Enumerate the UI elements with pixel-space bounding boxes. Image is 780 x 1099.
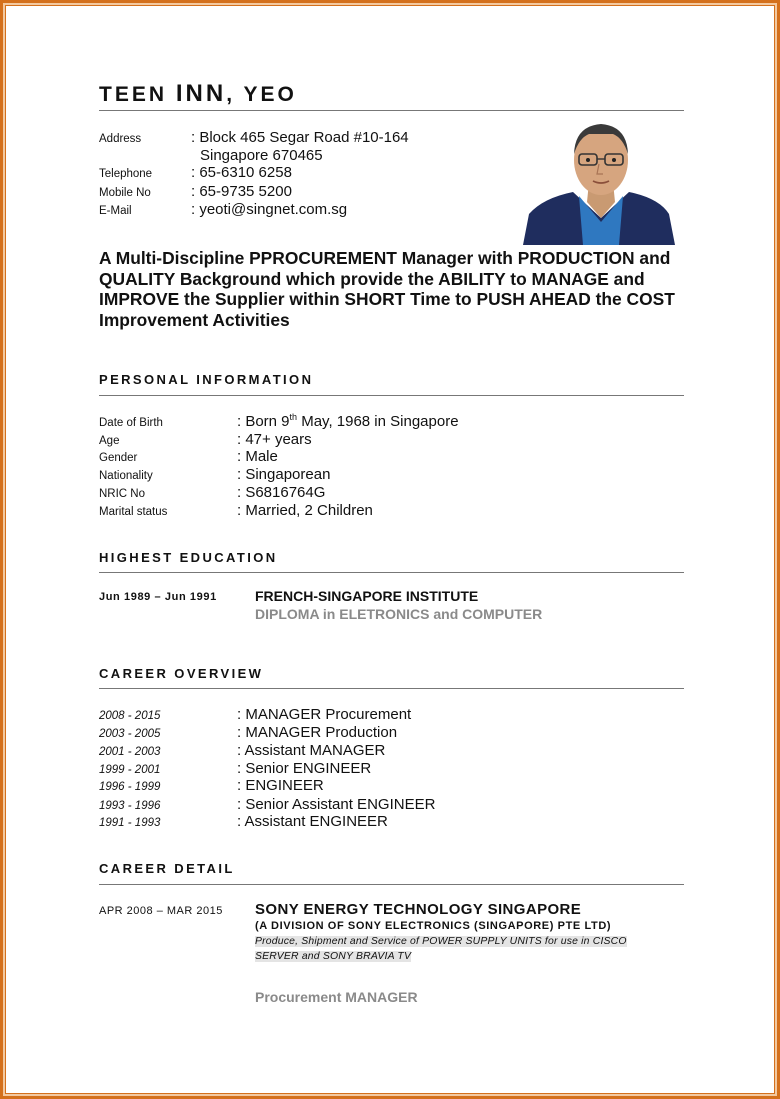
detail-division: (A DIVISION OF SONY ELECTRONICS (SINGAPORE) PTE LTD) [255, 920, 612, 932]
personal-marital-status: Marital status : Married, 2 Children [99, 502, 373, 519]
profile-photo [523, 118, 675, 245]
divider [99, 884, 684, 885]
section-education-heading: HIGHEST EDUCATION [99, 550, 278, 565]
detail-dates: APR 2008 – MAR 2015 [99, 905, 223, 917]
divider [99, 572, 684, 573]
career-row: 1991 - 1993 : Assistant ENGINEER [99, 813, 388, 830]
personal-nric: NRIC No : S6816764G [99, 484, 326, 501]
career-row: 1999 - 2001 : Senior ENGINEER [99, 760, 372, 777]
personal-gender: Gender : Male [99, 448, 278, 465]
contact-email: E-Mail : yeoti@singnet.com.sg [99, 201, 348, 218]
education-institute: FRENCH-SINGAPORE INSTITUTE [255, 588, 479, 604]
contact-mobile: Mobile No : 65-9735 5200 [99, 183, 292, 200]
education-diploma: DIPLOMA in ELETRONICS and COMPUTER [255, 606, 543, 622]
divider [99, 110, 684, 111]
education-dates: Jun 1989 – Jun 1991 [99, 591, 217, 603]
headline-summary: A Multi-Discipline PPROCUREMENT Manager with PRODUCTION and QUALITY Background which provide the ABILITY to MANAGE and IMPROVE the Supplier within SHORT Time to PUSH AHEAD the COST Improvement Activities [99, 248, 675, 330]
section-career-heading: CAREER OVERVIEW [99, 666, 264, 681]
career-row: 1993 - 1996 : Senior Assistant ENGINEER [99, 796, 436, 813]
personal-age: Age : 47+ years [99, 431, 312, 448]
section-personal-heading: PERSONAL INFORMATION [99, 372, 314, 387]
detail-company: SONY ENERGY TECHNOLOGY SINGAPORE [255, 901, 582, 918]
career-row: 2003 - 2005 : MANAGER Production [99, 724, 398, 741]
career-row: 2008 - 2015 : MANAGER Procurement [99, 706, 412, 723]
section-career-detail-heading: CAREER DETAIL [99, 861, 235, 876]
contact-telephone: Telephone : 65-6310 6258 [99, 164, 292, 181]
divider [99, 395, 684, 396]
candidate-name: TEEN INN, YEO [99, 80, 297, 107]
career-row: 2001 - 2003 : Assistant MANAGER [99, 742, 386, 759]
detail-role: Procurement MANAGER [255, 989, 418, 1005]
personal-dob: Date of Birth : Born 9th May, 1968 in Singapore [99, 412, 459, 430]
contact-address: Address : Block 465 Segar Road #10-164 [99, 129, 409, 146]
contact-address-line2: Singapore 670465 [200, 147, 323, 164]
divider [99, 688, 684, 689]
personal-nationality: Nationality : Singaporean [99, 466, 331, 483]
career-row: 1996 - 1999 : ENGINEER [99, 777, 324, 794]
detail-description: Produce, Shipment and Service of POWER SUPPLY UNITS for use in CISCO SERVER and SONY BRAVIA TV [255, 936, 627, 962]
